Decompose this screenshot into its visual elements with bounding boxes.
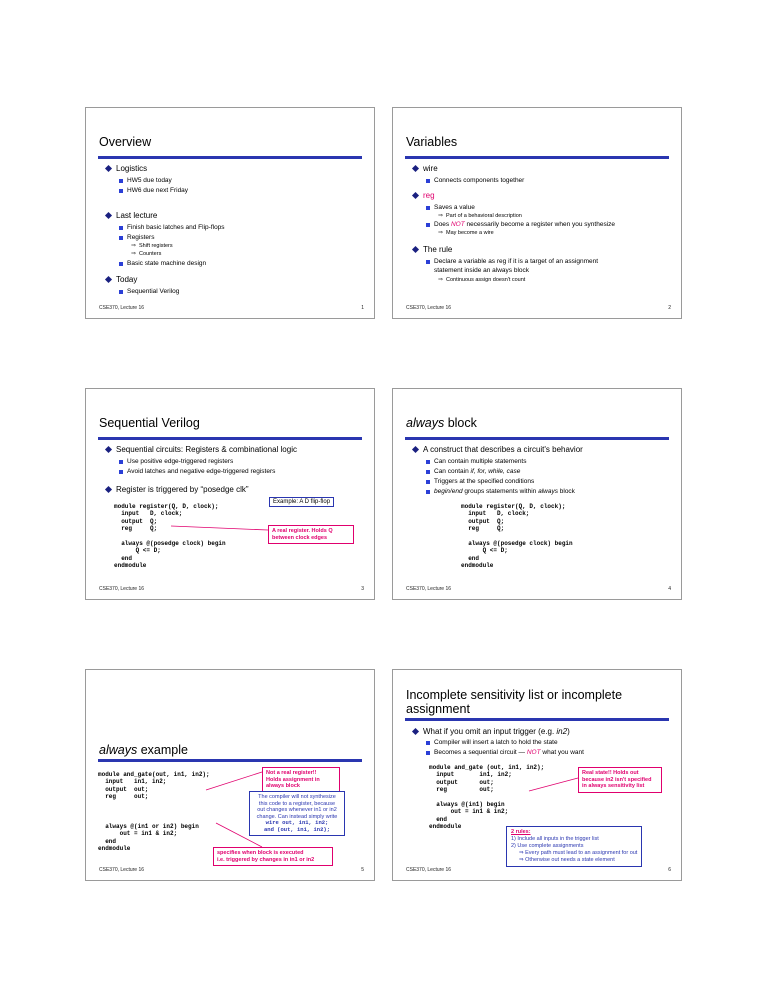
slide-variables — [392, 107, 682, 319]
bullet-what: What if you omit an input trigger (e.g. in2) — [423, 727, 570, 736]
bullet-saves: Saves a value — [434, 204, 475, 211]
bullet-trigger: Register is triggered by “posedge clk” — [116, 485, 249, 494]
bullet-registers: Registers — [127, 234, 155, 241]
bullet-bsm: Basic state machine design — [127, 260, 207, 267]
slide-footer: CSE370, Lecture 16 — [406, 586, 452, 592]
bullet-avoid: Avoid latches and negative edge-triggered registers — [127, 468, 276, 475]
title-rule — [405, 437, 669, 440]
bullet-counters: ⇒ Counters — [139, 251, 161, 257]
slide-title: Variables — [406, 135, 458, 149]
bullet-hw5: HW5 due today — [127, 177, 172, 184]
bullet-circuits: Sequential circuits: Registers & combinational logic — [116, 445, 297, 454]
bullet-multiple: Can contain multiple statements — [434, 458, 527, 465]
callout-compiler: The compiler will not synthesize this code to a register, because out changes whenever in1 or in2 change. Can instead simply write wire out, in1, in2; and (out, in1, in2); — [249, 791, 345, 836]
bullet-hw6: HW6 due next Friday — [127, 187, 189, 194]
slide-footer: CSE370, Lecture 16 — [99, 586, 145, 592]
bullet-does: Does NOT necessarily become a register when you synthesize — [434, 221, 616, 228]
code-register: module register(Q, D, clock); input D, clock; output Q; reg Q; always @(posedge clock) begin Q <= D; end endmodule — [114, 503, 226, 570]
callout-connectors — [86, 670, 376, 882]
bullet-latch: Compiler will insert a latch to hold the state — [434, 739, 558, 746]
bullet-construct: A construct that describes a circuit's behavior — [423, 445, 583, 454]
bullet-contain: Can contain if, for, while, case — [434, 468, 521, 475]
bullet-today: Today — [116, 275, 138, 284]
code-and-gate: module and_gate(out, in1, in2); input in1, in2; output out; reg out; always @(in1 or in2) begin out = in1 & in2; end endmodule — [98, 771, 210, 853]
slide-footer: CSE370, Lecture 16 — [406, 305, 452, 311]
code-register: module register(Q, D, clock); input D, clock; output Q; reg Q; always @(posedge clock) begin Q <= D; end endmodule — [461, 503, 573, 570]
bullet-posedge: Use positive edge-triggered registers — [127, 458, 234, 465]
bullet-last-lecture: Last lecture — [116, 211, 158, 220]
slide-title: Overview — [99, 135, 152, 149]
slide-number: 2 — [668, 305, 671, 311]
slide-title: Sequential Verilog — [99, 416, 200, 430]
bullet-wire: wire — [423, 164, 438, 173]
bullet-wire-desc: Connects components together — [434, 177, 525, 184]
callout-real-state: Real state!! Holds out because in2 isn't specified in always sensitivity list — [578, 767, 662, 793]
bullet-finish: Finish basic latches and Flip-flops — [127, 224, 225, 231]
slide-footer: CSE370, Lecture 16 — [99, 867, 145, 873]
bullet-part: ⇒ Part of a behavioral description — [446, 213, 522, 219]
slide-title: always example — [99, 743, 188, 757]
slide-incomplete-sensitivity — [392, 669, 682, 881]
bullet-becomes: Becomes a sequential circuit — NOT what you want — [434, 749, 584, 756]
slide-title: always block — [406, 416, 477, 430]
bullet-declare2: statement inside an always block — [434, 267, 530, 274]
callout-not-real: Not a real register!! Holds assignment in always block — [262, 767, 340, 793]
callout-real-register: A real register. Holds Q between clock edges — [268, 525, 354, 544]
rules-box: 2 rules: 1) Include all inputs in the trigger list 2) Use complete assignments ⇒ Every path must lead to an assignment for out ⇒ Otherwise out needs a state element — [506, 826, 642, 867]
bullet-reg: reg — [423, 191, 435, 200]
title-rule — [405, 156, 669, 159]
code-and-gate: module and_gate (out, in1, in2); input in1, in2; output out; reg out; always @(in1) begin out = in1 & in2; end endmodule — [429, 764, 545, 831]
slide-number: 3 — [361, 586, 364, 592]
bullet-triggers: Triggers at the specified conditions — [434, 478, 535, 485]
bullet-shift: ⇒ Shift registers — [139, 243, 173, 249]
callout-example: Example: A D flip-flop — [269, 497, 334, 507]
bullet-declare1: Declare a variable as reg if it is a target of an assignment — [434, 258, 599, 265]
title-rule — [98, 156, 362, 159]
callout-specifies: specifies when block is executed i.e. triggered by changes in in1 or in2 — [213, 847, 333, 866]
slide-footer: CSE370, Lecture 16 — [406, 867, 452, 873]
bullet-logistics: Logistics — [116, 164, 148, 173]
slide-number: 1 — [361, 305, 364, 311]
bullet-rule: The rule — [423, 245, 453, 254]
slide-always-example — [85, 669, 375, 881]
slide-number: 6 — [668, 867, 671, 873]
slide-number: 4 — [668, 586, 671, 592]
bullet-may: ⇒ May become a wire — [446, 230, 494, 236]
slide-footer: CSE370, Lecture 16 — [99, 305, 145, 311]
callout-connector — [86, 389, 376, 601]
slide-overview — [85, 107, 375, 319]
slide-title: Incomplete sensitivity list or incomplete assignment — [406, 688, 623, 716]
slide-always-block — [392, 388, 682, 600]
bullet-beginend: begin/end groups statements within always block — [434, 488, 575, 495]
bullet-continuous: ⇒ Continuous assign doesn't count — [446, 277, 525, 283]
slide-number: 5 — [361, 867, 364, 873]
slide-sequential-verilog — [85, 388, 375, 600]
bullet-seq: Sequential Verilog — [127, 288, 180, 295]
